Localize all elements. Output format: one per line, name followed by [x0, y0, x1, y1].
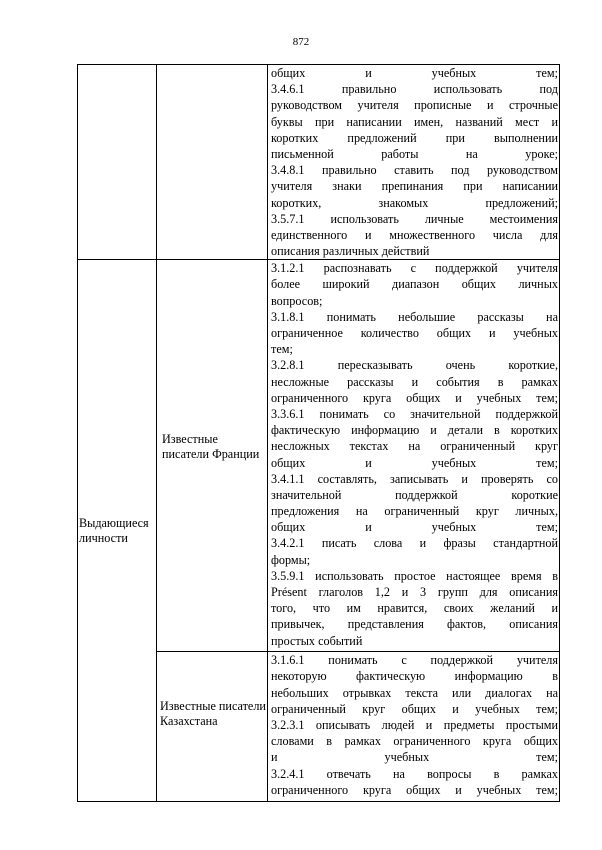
- objective-line: 3.1.6.1 понимать с поддержкой учителя: [271, 653, 558, 668]
- objectives-list: [268, 652, 559, 798]
- objective-line: словами в рамках ограниченного круга общих: [271, 734, 558, 749]
- theme-label: Известные писатели Франции: [162, 432, 260, 462]
- objective-line: ограниченный круг общих и учебных тем;: [271, 701, 558, 716]
- theme-cell-empty: [157, 65, 268, 260]
- objective-line: общих и учебных тем;: [271, 455, 558, 470]
- objective-line: 3.2.8.1 пересказывать очень короткие,: [271, 358, 558, 373]
- page-number: 872: [292, 36, 310, 48]
- objectives-list: [268, 65, 559, 259]
- objective-line: некоторую фактическую информацию в: [271, 669, 558, 684]
- theme-cell: [157, 260, 268, 652]
- curriculum-table: [77, 64, 560, 802]
- objective-line: формы;: [271, 552, 311, 567]
- objective-line: вопросов;: [271, 293, 323, 308]
- section-label: Выдающиеся личности: [79, 515, 149, 545]
- theme-cell: [157, 652, 268, 802]
- objective-line: небольших отрывках текста или диалогах на: [271, 685, 558, 700]
- objective-line: 3.4.1.1 составлять, записывать и проверять со: [271, 471, 558, 486]
- objective-line: тем;: [271, 342, 293, 357]
- section-cell: [78, 260, 157, 802]
- objective-line: 3.4.8.1 правильно ставить под руководством: [271, 163, 558, 178]
- objective-line: несложных текстах на ограниченный круг: [271, 439, 558, 454]
- objective-line: 3.5.7.1 использовать личные местоимения: [271, 211, 558, 226]
- objective-line: простых событий: [271, 633, 363, 648]
- objective-line: 3.5.9.1 использовать простое настоящее время в: [271, 568, 558, 583]
- objective-line: общих и учебных тем;: [271, 66, 558, 80]
- theme-label: Известные писатели Казахстана: [160, 699, 266, 729]
- objective-line: 3.4.6.1 правильно использовать под: [271, 82, 558, 97]
- objective-line: предложения на ограниченный круг личных,: [271, 504, 558, 519]
- objective-line: ограниченного круга общих и учебных тем;: [271, 390, 558, 405]
- objective-line: фактическую информацию и детали в коротких: [271, 423, 558, 438]
- objective-line: ограниченного круга общих и учебных тем;: [271, 782, 558, 797]
- objective-line: коротких предложений при выполнении: [271, 130, 558, 145]
- objective-line: 3.2.3.1 описывать людей и предметы простыми: [271, 718, 558, 732]
- objective-line: учителя знаки препинания при написании: [271, 179, 558, 194]
- objectives-cell: [268, 652, 560, 802]
- objective-line: 3.1.2.1 распознавать с поддержкой учителя: [271, 261, 558, 276]
- objective-line: 3.3.6.1 понимать со значительной поддержкой: [271, 406, 558, 421]
- section-cell-empty: [78, 65, 157, 260]
- objective-line: более широкий диапазон общих личных: [271, 277, 558, 292]
- table-row: [78, 65, 560, 260]
- objective-line: 3.4.2.1 писать слова и фразы стандартной: [271, 536, 558, 551]
- objective-line: описания различных действий: [271, 244, 430, 259]
- objectives-cell: [268, 65, 560, 260]
- objectives-list: [268, 260, 559, 649]
- objective-line: общих и учебных тем;: [271, 520, 558, 535]
- objective-line: 3.1.8.1 понимать небольшие рассказы на: [271, 309, 558, 324]
- objective-line: коротких, знакомых предложений;: [271, 195, 558, 210]
- objective-line: Présent глаголов 1,2 и 3 групп для описания: [271, 585, 558, 599]
- objective-line: буквы при написании имен, названий мест и: [271, 114, 558, 129]
- objective-line: привычек, представления фактов, описания: [271, 617, 558, 632]
- objective-line: единственного и множественного числа для: [271, 227, 558, 242]
- objective-line: и учебных тем;: [271, 750, 558, 765]
- objectives-cell: [268, 260, 560, 652]
- objective-line: руководством учителя прописные и строчные: [271, 98, 558, 113]
- objective-line: 3.2.4.1 отвечать на вопросы в рамках: [271, 766, 558, 781]
- objective-line: несложные рассказы и события в рамках: [271, 374, 558, 389]
- objective-line: ограниченное количество общих и учебных: [271, 326, 558, 340]
- objective-line: значительной поддержкой короткие: [271, 487, 558, 502]
- table-row: [78, 260, 560, 652]
- objective-line: письменной работы на уроке;: [271, 146, 558, 161]
- objective-line: того, что им нравится, своих желаний и: [271, 601, 558, 616]
